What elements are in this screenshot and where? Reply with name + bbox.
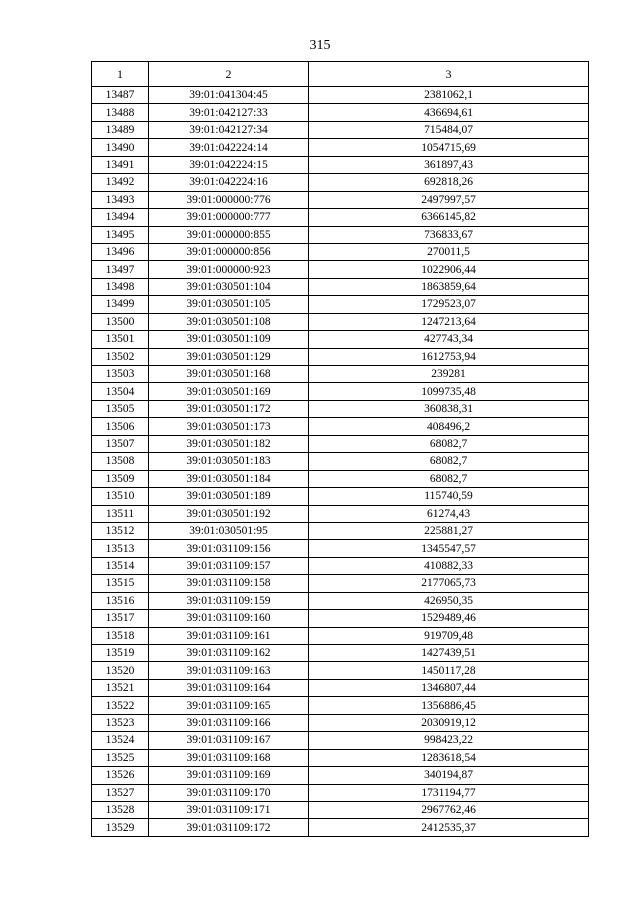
- value-cell: 410882,33: [309, 557, 589, 574]
- table-row: [92, 592, 589, 609]
- cadastral-number-cell: 39:01:031109:166: [149, 714, 309, 731]
- cadastral-number-cell: 39:01:042224:15: [149, 156, 309, 173]
- table-header-row: [92, 62, 589, 87]
- value-cell: 919709,48: [309, 627, 589, 644]
- value-cell: 1099735,48: [309, 383, 589, 400]
- row-number-cell: 13504: [92, 383, 149, 400]
- row-number-cell: 13505: [92, 400, 149, 417]
- cadastral-number-cell: 39:01:030501:109: [149, 331, 309, 348]
- table-row: [92, 488, 589, 505]
- cadastral-number-cell: 39:01:041304:45: [149, 87, 309, 104]
- value-cell: 436694,61: [309, 104, 589, 121]
- cadastral-number-cell: 39:01:042224:14: [149, 139, 309, 156]
- cadastral-number-cell: 39:01:042224:16: [149, 174, 309, 191]
- row-number-cell: 13497: [92, 261, 149, 278]
- cadastral-number-cell: 39:01:000000:777: [149, 209, 309, 226]
- value-cell: 715484,07: [309, 121, 589, 138]
- table-row: [92, 243, 589, 260]
- table-row: [92, 505, 589, 522]
- row-number-cell: 13501: [92, 331, 149, 348]
- value-cell: 68082,7: [309, 453, 589, 470]
- value-cell: 426950,35: [309, 592, 589, 609]
- table-row: [92, 749, 589, 766]
- cadastral-number-cell: 39:01:030501:184: [149, 470, 309, 487]
- value-cell: 68082,7: [309, 470, 589, 487]
- table-row: [92, 209, 589, 226]
- table-row: [92, 522, 589, 539]
- value-cell: 68082,7: [309, 435, 589, 452]
- cadastral-number-cell: 39:01:000000:855: [149, 226, 309, 243]
- table-row: [92, 801, 589, 818]
- value-cell: 225881,27: [309, 522, 589, 539]
- cadastral-number-cell: 39:01:030501:192: [149, 505, 309, 522]
- cadastral-number-cell: 39:01:031109:160: [149, 610, 309, 627]
- table-row: [92, 819, 589, 836]
- table-row: [92, 278, 589, 295]
- value-cell: 998423,22: [309, 732, 589, 749]
- table-row: [92, 697, 589, 714]
- row-number-cell: 13503: [92, 366, 149, 383]
- row-number-cell: 13502: [92, 348, 149, 365]
- row-number-cell: 13499: [92, 296, 149, 313]
- table-row: [92, 627, 589, 644]
- value-cell: 736833,67: [309, 226, 589, 243]
- data-table: [91, 61, 589, 837]
- value-cell: 1054715,69: [309, 139, 589, 156]
- cadastral-number-cell: 39:01:031109:162: [149, 645, 309, 662]
- table-row: [92, 662, 589, 679]
- row-number-cell: 13517: [92, 610, 149, 627]
- value-cell: 1247213,64: [309, 313, 589, 330]
- table-row: [92, 784, 589, 801]
- table-row: [92, 557, 589, 574]
- cadastral-number-cell: 39:01:030501:104: [149, 278, 309, 295]
- value-cell: 1427439,51: [309, 645, 589, 662]
- cadastral-number-cell: 39:01:030501:168: [149, 366, 309, 383]
- cadastral-number-cell: 39:01:000000:856: [149, 243, 309, 260]
- table-row: [92, 104, 589, 121]
- value-cell: 692818,26: [309, 174, 589, 191]
- row-number-cell: 13489: [92, 121, 149, 138]
- value-cell: 115740,59: [309, 488, 589, 505]
- value-cell: 427743,34: [309, 331, 589, 348]
- value-cell: 6366145,82: [309, 209, 589, 226]
- cadastral-number-cell: 39:01:031109:159: [149, 592, 309, 609]
- cadastral-number-cell: 39:01:030501:129: [149, 348, 309, 365]
- value-cell: 2177065,73: [309, 575, 589, 592]
- table-row: [92, 156, 589, 173]
- value-cell: 2381062,1: [309, 87, 589, 104]
- row-number-cell: 13519: [92, 645, 149, 662]
- table-row: [92, 540, 589, 557]
- row-number-cell: 13488: [92, 104, 149, 121]
- table-row: [92, 679, 589, 696]
- table-row: [92, 296, 589, 313]
- cadastral-number-cell: 39:01:000000:776: [149, 191, 309, 208]
- cadastral-number-cell: 39:01:042127:34: [149, 121, 309, 138]
- table-row: [92, 191, 589, 208]
- table-row: [92, 732, 589, 749]
- cadastral-number-cell: 39:01:031109:171: [149, 801, 309, 818]
- value-cell: 1345547,57: [309, 540, 589, 557]
- cadastral-number-cell: 39:01:031109:161: [149, 627, 309, 644]
- value-cell: 361897,43: [309, 156, 589, 173]
- table-row: [92, 645, 589, 662]
- row-number-cell: 13528: [92, 801, 149, 818]
- row-number-cell: 13487: [92, 87, 149, 104]
- value-cell: 1450117,28: [309, 662, 589, 679]
- value-cell: 2030919,12: [309, 714, 589, 731]
- row-number-cell: 13511: [92, 505, 149, 522]
- cadastral-number-cell: 39:01:031109:167: [149, 732, 309, 749]
- cadastral-number-cell: 39:01:030501:108: [149, 313, 309, 330]
- table-row: [92, 470, 589, 487]
- value-cell: 1022906,44: [309, 261, 589, 278]
- row-number-cell: 13493: [92, 191, 149, 208]
- table-row: [92, 418, 589, 435]
- table-row: [92, 174, 589, 191]
- page-number: 315: [309, 38, 331, 53]
- row-number-cell: 13507: [92, 435, 149, 452]
- row-number-cell: 13491: [92, 156, 149, 173]
- row-number-cell: 13509: [92, 470, 149, 487]
- table-body: [92, 87, 589, 837]
- cadastral-number-cell: 39:01:031109:168: [149, 749, 309, 766]
- cadastral-number-cell: 39:01:031109:156: [149, 540, 309, 557]
- row-number-cell: 13498: [92, 278, 149, 295]
- table-row: [92, 226, 589, 243]
- cadastral-number-cell: 39:01:030501:172: [149, 400, 309, 417]
- row-number-cell: 13514: [92, 557, 149, 574]
- row-number-cell: 13506: [92, 418, 149, 435]
- row-number-cell: 13520: [92, 662, 149, 679]
- value-cell: 1356886,45: [309, 697, 589, 714]
- value-cell: 340194,87: [309, 767, 589, 784]
- value-cell: 360838,31: [309, 400, 589, 417]
- row-number-cell: 13521: [92, 679, 149, 696]
- cadastral-number-cell: 39:01:030501:173: [149, 418, 309, 435]
- value-cell: 1731194,77: [309, 784, 589, 801]
- row-number-cell: 13527: [92, 784, 149, 801]
- value-cell: 1863859,64: [309, 278, 589, 295]
- row-number-cell: 13490: [92, 139, 149, 156]
- table-row: [92, 383, 589, 400]
- value-cell: 408496,2: [309, 418, 589, 435]
- row-number-cell: 13492: [92, 174, 149, 191]
- row-number-cell: 13515: [92, 575, 149, 592]
- table-row: [92, 366, 589, 383]
- table-row: [92, 348, 589, 365]
- cadastral-number-cell: 39:01:031109:165: [149, 697, 309, 714]
- cadastral-number-cell: 39:01:031109:169: [149, 767, 309, 784]
- row-number-cell: 13496: [92, 243, 149, 260]
- row-number-cell: 13522: [92, 697, 149, 714]
- row-number-cell: 13526: [92, 767, 149, 784]
- value-cell: 61274,43: [309, 505, 589, 522]
- cadastral-number-cell: 39:01:030501:105: [149, 296, 309, 313]
- value-cell: 2967762,46: [309, 801, 589, 818]
- table-row: [92, 714, 589, 731]
- value-cell: 2497997,57: [309, 191, 589, 208]
- value-cell: 1283618,54: [309, 749, 589, 766]
- cadastral-number-cell: 39:01:031109:157: [149, 557, 309, 574]
- cadastral-number-cell: 39:01:031109:164: [149, 679, 309, 696]
- table-row: [92, 261, 589, 278]
- column-header-2: 2: [149, 62, 309, 87]
- value-cell: 1529489,46: [309, 610, 589, 627]
- cadastral-number-cell: 39:01:031109:163: [149, 662, 309, 679]
- table-row: [92, 139, 589, 156]
- cadastral-number-cell: 39:01:031109:172: [149, 819, 309, 836]
- value-cell: 270011,5: [309, 243, 589, 260]
- cadastral-number-cell: 39:01:030501:183: [149, 453, 309, 470]
- row-number-cell: 13508: [92, 453, 149, 470]
- table-row: [92, 575, 589, 592]
- table-row: [92, 767, 589, 784]
- row-number-cell: 13494: [92, 209, 149, 226]
- value-cell: 1729523,07: [309, 296, 589, 313]
- row-number-cell: 13518: [92, 627, 149, 644]
- row-number-cell: 13524: [92, 732, 149, 749]
- row-number-cell: 13513: [92, 540, 149, 557]
- cadastral-number-cell: 39:01:031109:170: [149, 784, 309, 801]
- cadastral-number-cell: 39:01:030501:182: [149, 435, 309, 452]
- table-row: [92, 453, 589, 470]
- value-cell: 1612753,94: [309, 348, 589, 365]
- cadastral-number-cell: 39:01:000000:923: [149, 261, 309, 278]
- table-row: [92, 435, 589, 452]
- row-number-cell: 13525: [92, 749, 149, 766]
- row-number-cell: 13516: [92, 592, 149, 609]
- column-header-3: 3: [309, 62, 589, 87]
- value-cell: 1346807,44: [309, 679, 589, 696]
- table-row: [92, 610, 589, 627]
- value-cell: 2412535,37: [309, 819, 589, 836]
- table-row: [92, 400, 589, 417]
- value-cell: 239281: [309, 366, 589, 383]
- row-number-cell: 13500: [92, 313, 149, 330]
- cadastral-number-cell: 39:01:031109:158: [149, 575, 309, 592]
- table-row: [92, 121, 589, 138]
- cadastral-number-cell: 39:01:030501:169: [149, 383, 309, 400]
- table-row: [92, 87, 589, 104]
- cadastral-number-cell: 39:01:042127:33: [149, 104, 309, 121]
- row-number-cell: 13529: [92, 819, 149, 836]
- row-number-cell: 13523: [92, 714, 149, 731]
- row-number-cell: 13495: [92, 226, 149, 243]
- table-row: [92, 313, 589, 330]
- column-header-1: 1: [92, 62, 149, 87]
- cadastral-number-cell: 39:01:030501:189: [149, 488, 309, 505]
- table-row: [92, 331, 589, 348]
- row-number-cell: 13512: [92, 522, 149, 539]
- row-number-cell: 13510: [92, 488, 149, 505]
- cadastral-number-cell: 39:01:030501:95: [149, 522, 309, 539]
